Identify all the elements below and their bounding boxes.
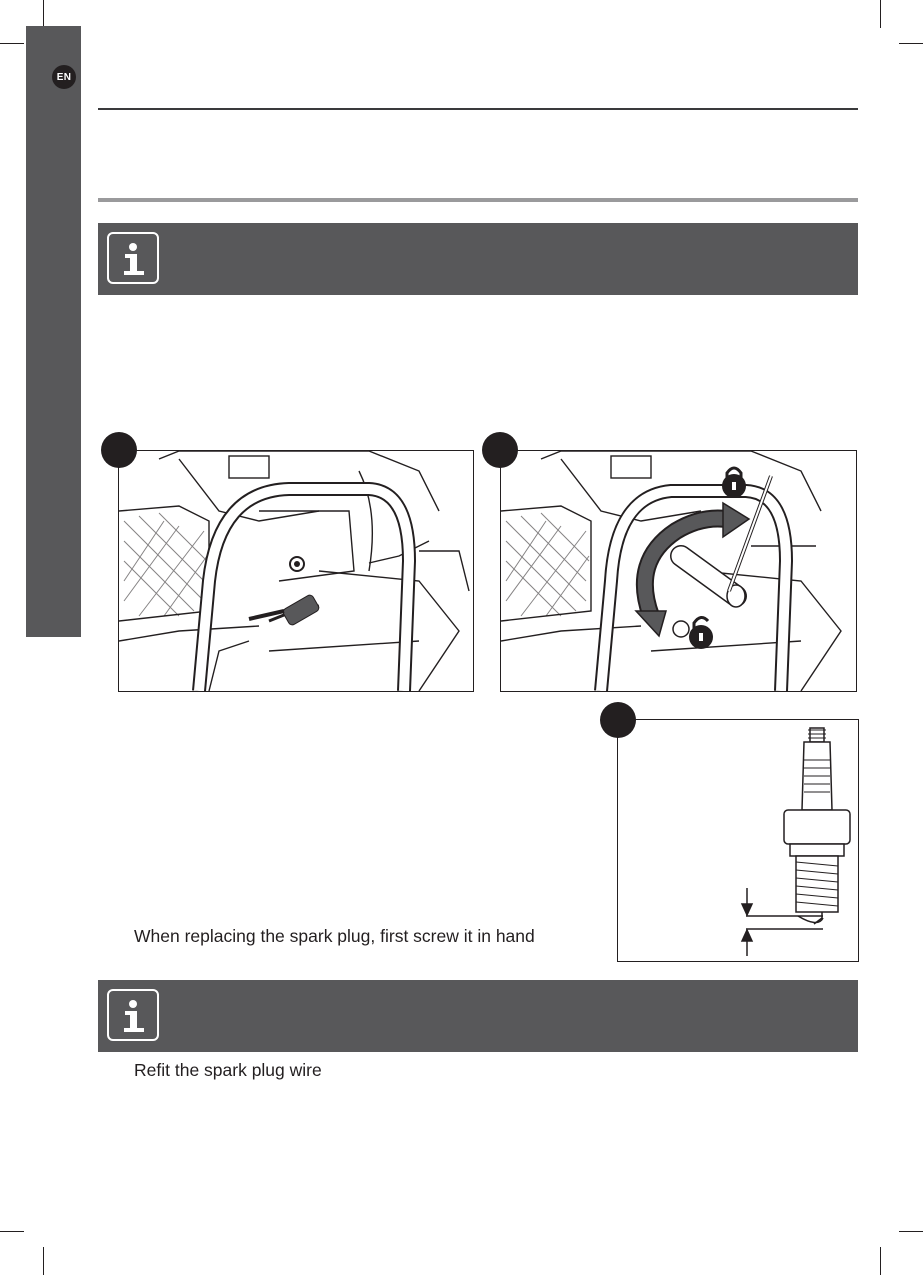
crop-mark (43, 0, 44, 28)
crop-mark (43, 1247, 44, 1275)
info-icon (107, 989, 159, 1041)
crop-mark (880, 1247, 881, 1275)
figure-marker (482, 432, 518, 468)
lock-icon (722, 468, 746, 498)
info-note-band (98, 223, 858, 295)
wrench-illustration (501, 451, 856, 691)
crop-mark (880, 0, 881, 28)
figure-spark-plug-wrench (500, 450, 857, 692)
language-badge: EN (52, 65, 76, 89)
replace-instruction: When replacing the spark plug, first screw it in hand (134, 926, 535, 946)
info-note-band (98, 980, 858, 1052)
language-side-tab (26, 26, 81, 637)
figure-spark-plug-wire (118, 450, 474, 692)
crop-mark (0, 43, 24, 44)
wrench-tube (681, 556, 745, 607)
crop-mark (899, 1231, 923, 1232)
section-rule (98, 198, 858, 202)
header-rule (98, 108, 858, 110)
crop-mark (0, 1231, 24, 1232)
unlock-icon (689, 617, 713, 649)
spark-plug-illustration (618, 720, 858, 961)
figure-marker (600, 702, 636, 738)
figure-marker (101, 432, 137, 468)
crop-mark (899, 43, 923, 44)
figure-spark-plug-gap (617, 719, 859, 962)
engine-illustration (119, 451, 473, 691)
info-icon (107, 232, 159, 284)
refit-instruction: Refit the spark plug wire (134, 1060, 322, 1080)
